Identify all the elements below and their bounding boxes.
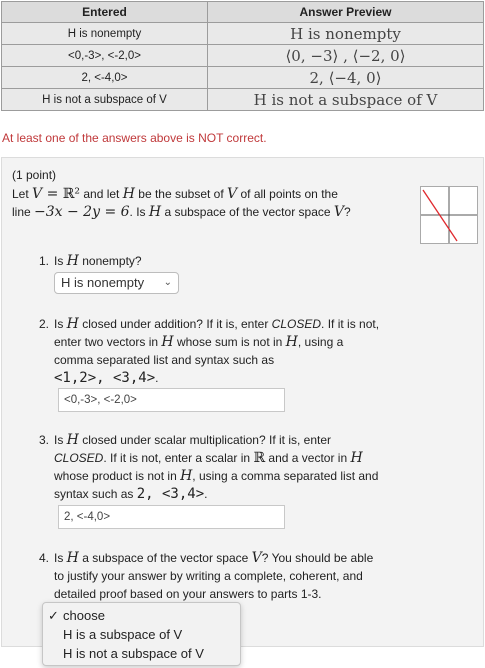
question-text: . [204, 487, 208, 501]
math-V: V [32, 186, 43, 202]
statement-text: Let [12, 187, 33, 201]
statement-text: ? [344, 205, 351, 219]
question-text: Is [54, 551, 67, 565]
math-H: H [66, 316, 79, 332]
math-V: V [251, 550, 262, 566]
syntax-example: <1,2>, <3,4> [54, 370, 156, 386]
entered-header: Entered [2, 2, 208, 23]
statement-text: be the subset of [134, 187, 228, 201]
question-3 [40, 431, 385, 503]
statement-text: and let [80, 187, 123, 201]
question-1 [40, 252, 385, 270]
math-V: V [227, 186, 238, 202]
statement-text: a subspace of the vector space [161, 205, 334, 219]
question-number: 3. [39, 433, 50, 447]
question-text: whose sum is not in [173, 335, 286, 349]
subspace-select-dropdown[interactable] [42, 602, 241, 666]
addition-answer-input[interactable]: <0,-3>, <-2,0> [58, 388, 285, 412]
preview-cell: ⟨0, −3⟩ , ⟨−2, 0⟩ [208, 45, 484, 67]
line-graph-svg [421, 187, 477, 243]
question-text: a subspace of the vector space [78, 551, 252, 565]
question-number: 4. [39, 551, 50, 565]
math-H: H [180, 468, 193, 484]
answer-preview-header: Answer Preview [208, 2, 484, 23]
problem-panel [1, 157, 484, 647]
math-H: H [350, 450, 363, 466]
table-row [2, 23, 484, 45]
math-H: H [161, 334, 174, 350]
math-V: V [333, 204, 345, 220]
question-text: closed under scalar multiplication? If it is, enter [78, 433, 332, 447]
question-text: , using a comma separated list and syntax such as [54, 335, 344, 367]
table-row [2, 89, 484, 111]
statement-text: line [12, 205, 35, 219]
dropdown-option-is-subspace[interactable] [43, 625, 240, 644]
closed-keyword: CLOSED [271, 317, 322, 331]
line-graph-thumbnail[interactable] [420, 186, 478, 244]
results-table [1, 1, 484, 111]
question-number: 1. [39, 254, 50, 268]
question-text: Is [54, 254, 67, 268]
closed-keyword: CLOSED [54, 451, 104, 465]
math-H: H [66, 253, 79, 269]
question-text: nonempty? [78, 254, 142, 268]
question-text: Is [54, 317, 67, 331]
question-text: . If it is not, enter a scalar in [103, 451, 254, 465]
table-row [2, 67, 484, 89]
question-text: closed under addition? If it is, enter [78, 317, 272, 331]
entered-cell: <0,-3>, <-2,0> [2, 45, 208, 67]
entered-cell: H is nonempty [2, 23, 208, 45]
nonempty-select[interactable] [54, 272, 179, 294]
question-number: 2. [39, 317, 50, 331]
table-row [2, 45, 484, 67]
nonempty-select-value: H is nonempty [61, 275, 145, 290]
scalar-answer-input[interactable]: 2, <-4,0> [58, 505, 285, 529]
chevron-down-icon: ⌄ [163, 277, 172, 288]
results-header-row [2, 2, 484, 23]
incorrect-answer-warning: At least one of the answers above is NOT correct. [2, 131, 267, 145]
question-text: , using a comma separated list and syntax such as [54, 469, 379, 501]
dropdown-option-not-subspace[interactable] [43, 644, 240, 663]
dropdown-option-choose[interactable] [43, 606, 240, 625]
math-R2: = ℝ² [42, 186, 81, 202]
question-text: Is [54, 433, 67, 447]
question-text: . If it is not, enter two vectors in [54, 317, 380, 349]
statement-text: . Is [129, 205, 149, 219]
math-H: H [148, 204, 162, 220]
question-4 [40, 549, 385, 603]
preview-cell: 2, ⟨−4, 0⟩ [208, 67, 484, 89]
option-label: choose [63, 608, 105, 623]
checkmark-icon: ✓ [48, 608, 59, 623]
entered-cell: 2, <-4,0> [2, 67, 208, 89]
syntax-example: 2, <3,4> [136, 486, 205, 502]
question-text: ? You should be able to justify your answer by writing a complete, coherent, and detailed proof based on your answers to parts 1-3. [54, 551, 374, 601]
math-H: H [122, 186, 135, 202]
question-text: . [155, 371, 159, 385]
entered-cell: H is not a subspace of V [2, 89, 208, 111]
question-text: and a vector in [265, 451, 351, 465]
math-H: H [66, 432, 79, 448]
statement-text: of all points on the [237, 187, 338, 201]
option-label: H is not a subspace of V [63, 646, 204, 661]
question-2 [40, 315, 385, 387]
math-H: H [66, 550, 79, 566]
problem-statement [12, 185, 392, 221]
math-H: H [285, 334, 298, 350]
option-label: H is a subspace of V [63, 627, 183, 642]
question-text: whose product is not in [54, 469, 181, 483]
math-R: ℝ [253, 450, 266, 466]
points-label: (1 point) [12, 168, 57, 182]
line-equation: −3x − 2y = 6 [34, 204, 130, 220]
preview-cell: H is nonempty [208, 23, 484, 45]
preview-cell: H is not a subspace of V [208, 89, 484, 111]
